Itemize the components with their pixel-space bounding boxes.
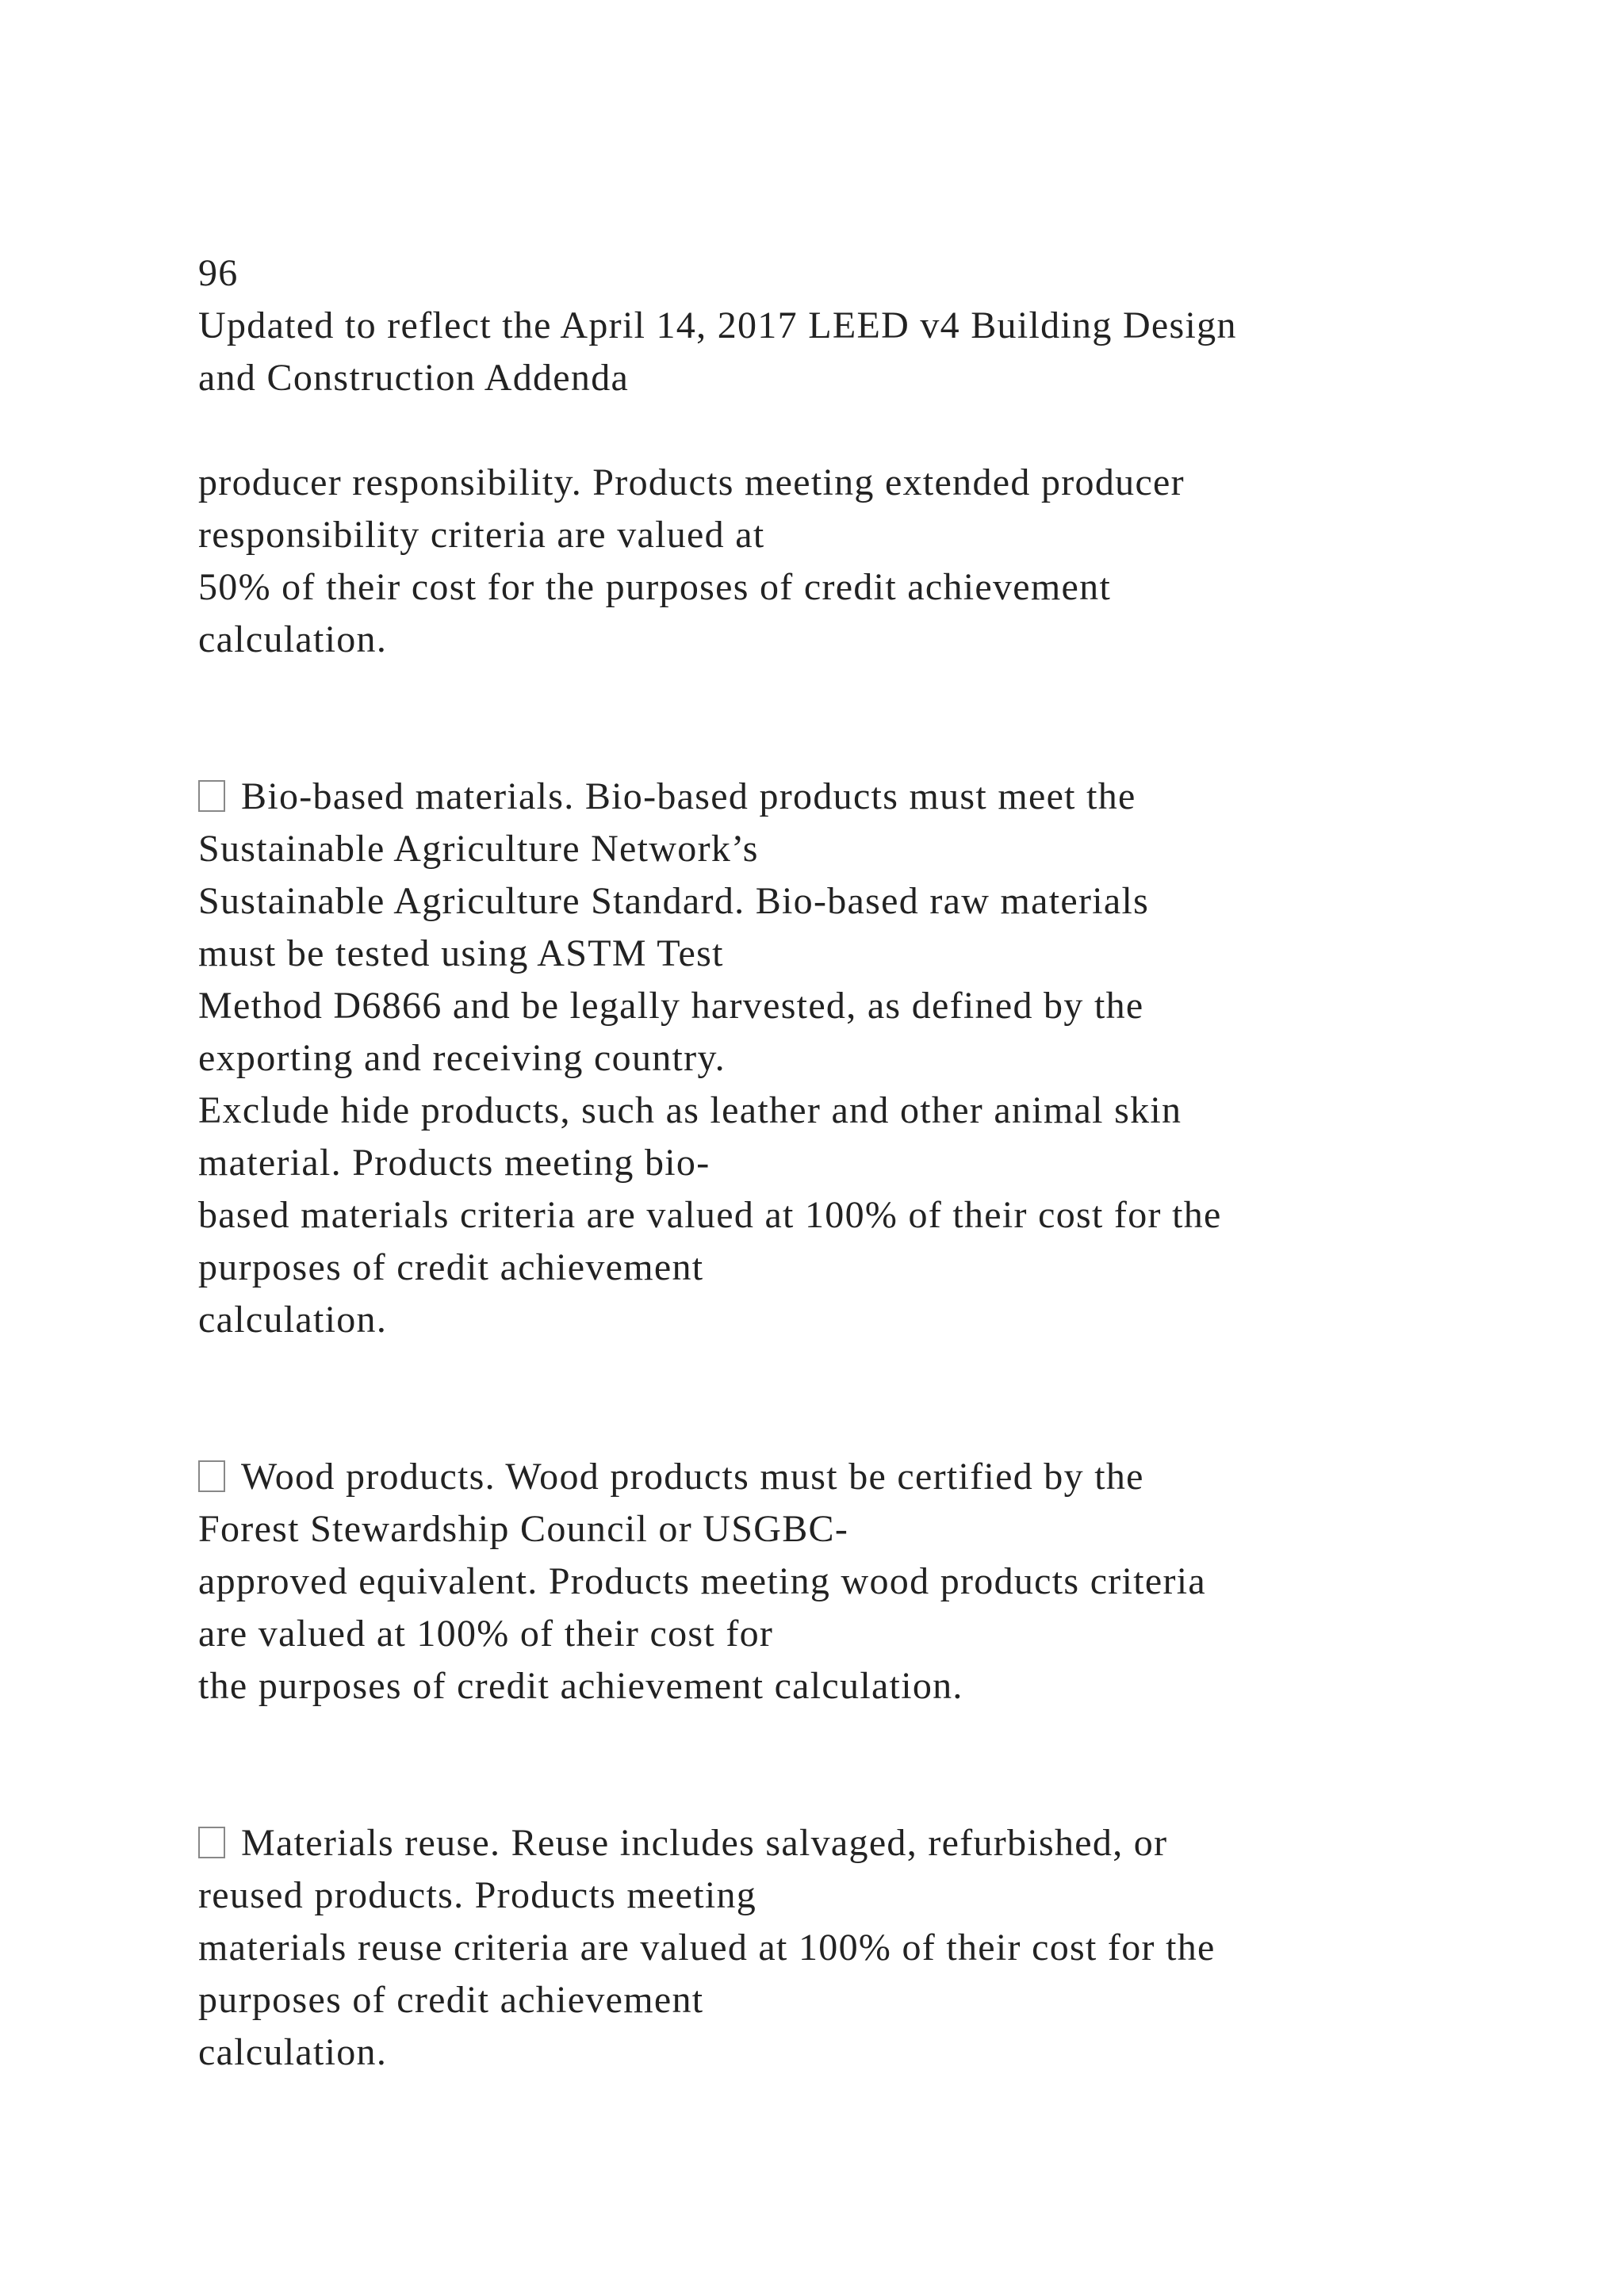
paragraph-producer-responsibility (198, 457, 1546, 666)
paragraph-line: purposes of credit achievement (198, 1246, 704, 1288)
paragraph-line: Exclude hide products, such as leather and other animal skin (198, 1089, 1182, 1131)
paragraph-line: material. Products meeting bio- (198, 1142, 710, 1184)
paragraph-line: are valued at 100% of their cost for (198, 1613, 774, 1655)
paragraph-line: the purposes of credit achievement calculation. (198, 1665, 963, 1707)
paragraph-line: Sustainable Agriculture Network’s (198, 828, 759, 870)
paragraph-wood-products (198, 1451, 1546, 1712)
paragraph-bio-based-materials (198, 771, 1546, 1346)
update-notice-line: and Construction Addenda (198, 357, 630, 399)
paragraph-line: Forest Stewardship Council or USGBC- (198, 1508, 849, 1550)
paragraph-line: responsibility criteria are valued at (198, 514, 765, 556)
paragraph-line: calculation. (198, 2031, 388, 2073)
paragraph-line: approved equivalent. Products meeting wood products criteria (198, 1560, 1206, 1602)
paragraph-line: reused products. Products meeting (198, 1874, 757, 1916)
paragraph-line: based materials criteria are valued at 100% of their cost for the (198, 1194, 1222, 1236)
paragraph-line-text: Bio-based materials. Bio-based products must meet the (241, 775, 1136, 817)
missing-glyph-box-icon (198, 780, 225, 812)
spacer (198, 1712, 1546, 1817)
spacer (198, 404, 1546, 457)
update-notice (198, 300, 1546, 404)
spacer (198, 666, 1546, 771)
paragraph-line-text: Materials reuse. Reuse includes salvaged, refurbished, or (241, 1822, 1168, 1864)
paragraph-materials-reuse (198, 1817, 1546, 2079)
missing-glyph-box-icon (198, 1827, 225, 1858)
paragraph-line (198, 1817, 1546, 1869)
paragraph-line: Sustainable Agriculture Standard. Bio-based raw materials (198, 880, 1150, 922)
paragraph-line: must be tested using ASTM Test (198, 932, 724, 974)
update-notice-line: Updated to reflect the April 14, 2017 LEED v4 Building Design (198, 304, 1237, 346)
paragraph-line: exporting and receiving country. (198, 1037, 726, 1079)
paragraph-line-text: Wood products. Wood products must be certified by the (241, 1456, 1144, 1498)
spacer (198, 1346, 1546, 1451)
paragraph-line: materials reuse criteria are valued at 100% of their cost for the (198, 1927, 1216, 1969)
paragraph-line (198, 771, 1546, 823)
paragraph-line: producer responsibility. Products meeting extended producer (198, 461, 1185, 503)
paragraph-line (198, 1451, 1546, 1503)
document-page (198, 247, 1546, 2079)
paragraph-line: purposes of credit achievement (198, 1979, 704, 2021)
paragraph-line: 50% of their cost for the purposes of credit achievement (198, 566, 1112, 608)
paragraph-line: calculation. (198, 1299, 388, 1341)
missing-glyph-box-icon (198, 1460, 225, 1492)
paragraph-line: Method D6866 and be legally harvested, as defined by the (198, 985, 1144, 1027)
page-number: 96 (198, 252, 239, 294)
paragraph-line: calculation. (198, 618, 388, 660)
